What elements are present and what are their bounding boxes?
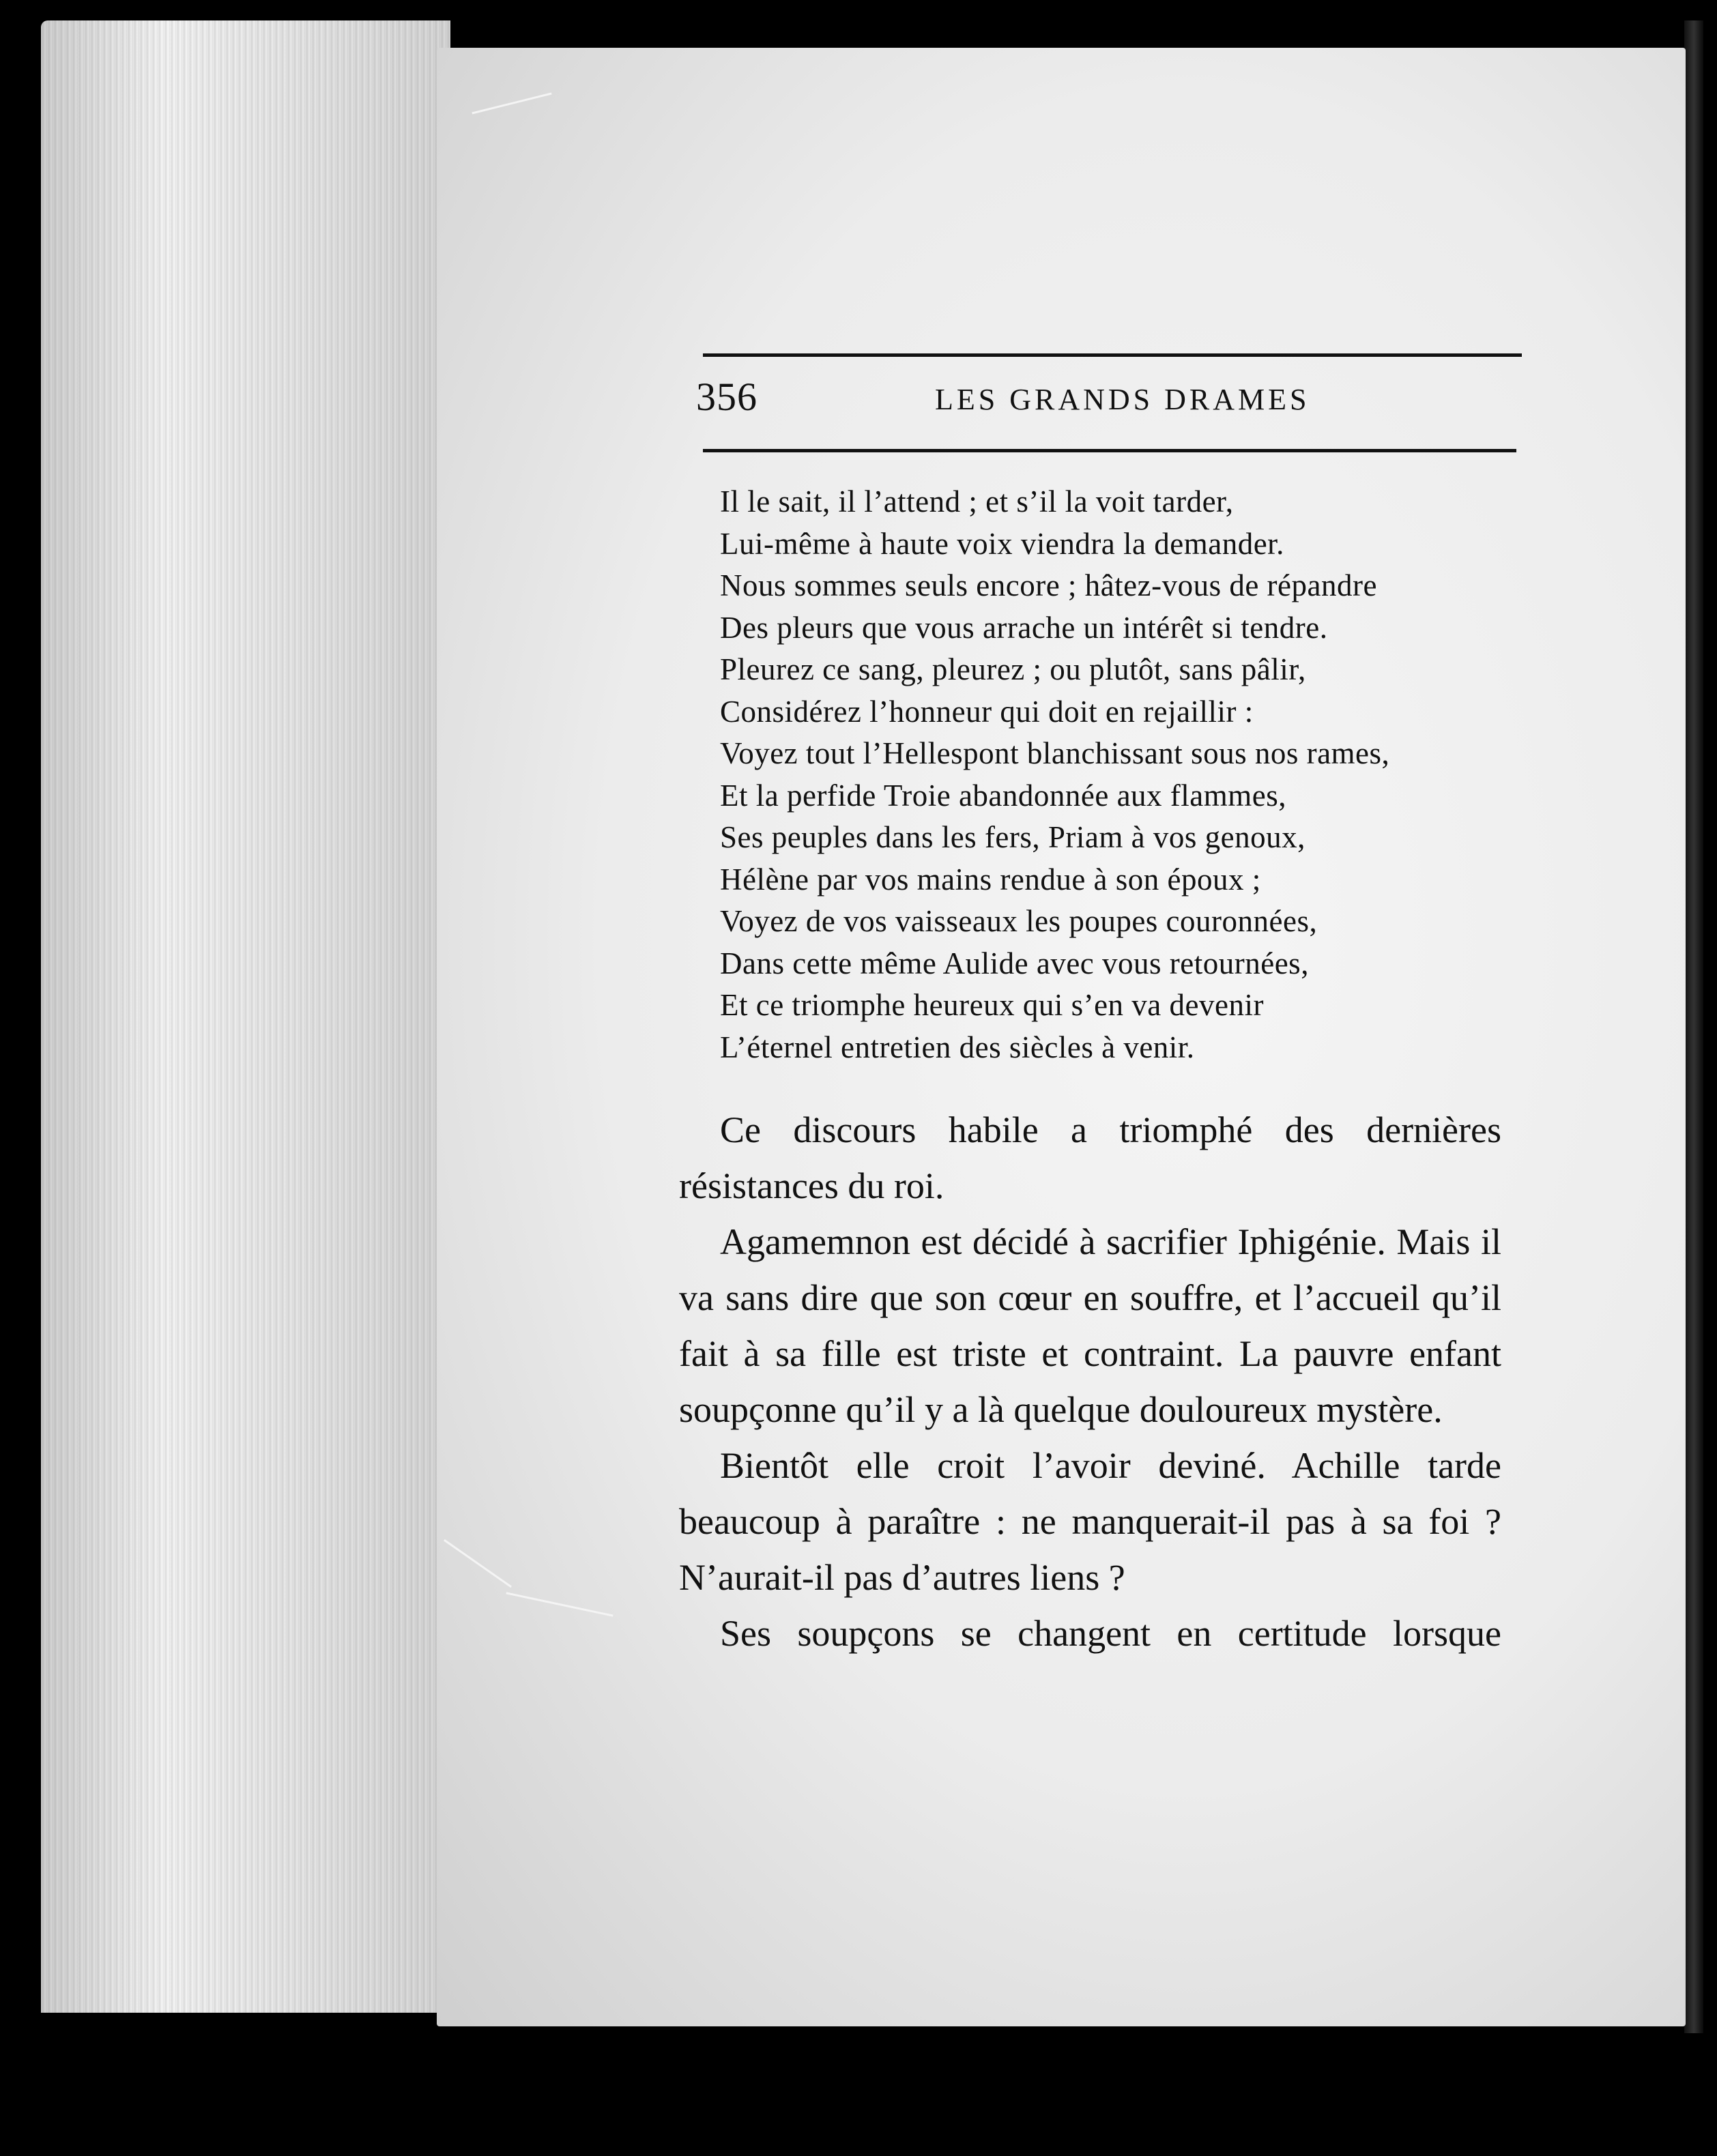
header-rule-top: [703, 353, 1522, 357]
running-head: [696, 374, 1515, 428]
running-title: LES GRANDS DRAMES: [935, 383, 1310, 416]
paragraph: Bientôt elle croit l’avoir deviné. Achille tarde beaucoup à paraître : ne manquerait-il pas à sa foi ? N’aurait-il pas d’autres liens ?: [679, 1445, 1501, 1598]
verse-block: [720, 481, 1505, 1068]
verse-line: Voyez tout l’Hellespont blanchissant sous nos rames,: [720, 736, 1390, 770]
verse-line: Lui-même à haute voix viendra la demander.: [720, 526, 1284, 561]
header-rule-bottom: [703, 449, 1516, 452]
verse-line: Considérez l’honneur qui doit en rejaillir :: [720, 694, 1254, 729]
verse-line: Et la perfide Troie abandonnée aux flammes,: [720, 778, 1287, 813]
page-edge-shadow: [41, 20, 450, 2013]
binding-edge: [1684, 20, 1703, 2033]
verse-line: Il le sait, il l’attend ; et s’il la voit tarder,: [720, 484, 1234, 519]
paragraph: Ce discours habile a triomphé des dernières résistances du roi.: [679, 1109, 1501, 1206]
verse-line: Des pleurs que vous arrache un intérêt si tendre.: [720, 610, 1328, 645]
verse-line: Pleurez ce sang, pleurez ; ou plutôt, sans pâlir,: [720, 652, 1306, 686]
verse-line: Et ce triomphe heureux qui s’en va devenir: [720, 988, 1264, 1022]
paragraph: Agamemnon est décidé à sacrifier Iphigénie. Mais il va sans dire que son cœur en souffre, et l’accueil qu’il fait à sa fille est triste et contraint. La pauvre enfant soupçonne qu’il y a là quelque douloureux mystère.: [679, 1221, 1501, 1430]
verse-line: Dans cette même Aulide avec vous retournées,: [720, 946, 1309, 980]
prose-block: [679, 1102, 1501, 1661]
verse-line: Voyez de vos vaisseaux les poupes couronnées,: [720, 904, 1318, 938]
verse-line: L’éternel entretien des siècles à venir.: [720, 1030, 1195, 1064]
page-number: 356: [696, 375, 758, 419]
verse-line: Nous sommes seuls encore ; hâtez-vous de répandre: [720, 568, 1377, 602]
verse-line: Hélène par vos mains rendue à son époux ;: [720, 862, 1261, 897]
paragraph: Ses soupçons se changent en certitude lorsque: [720, 1613, 1501, 1654]
verse-line: Ses peuples dans les fers, Priam à vos genoux,: [720, 820, 1305, 854]
